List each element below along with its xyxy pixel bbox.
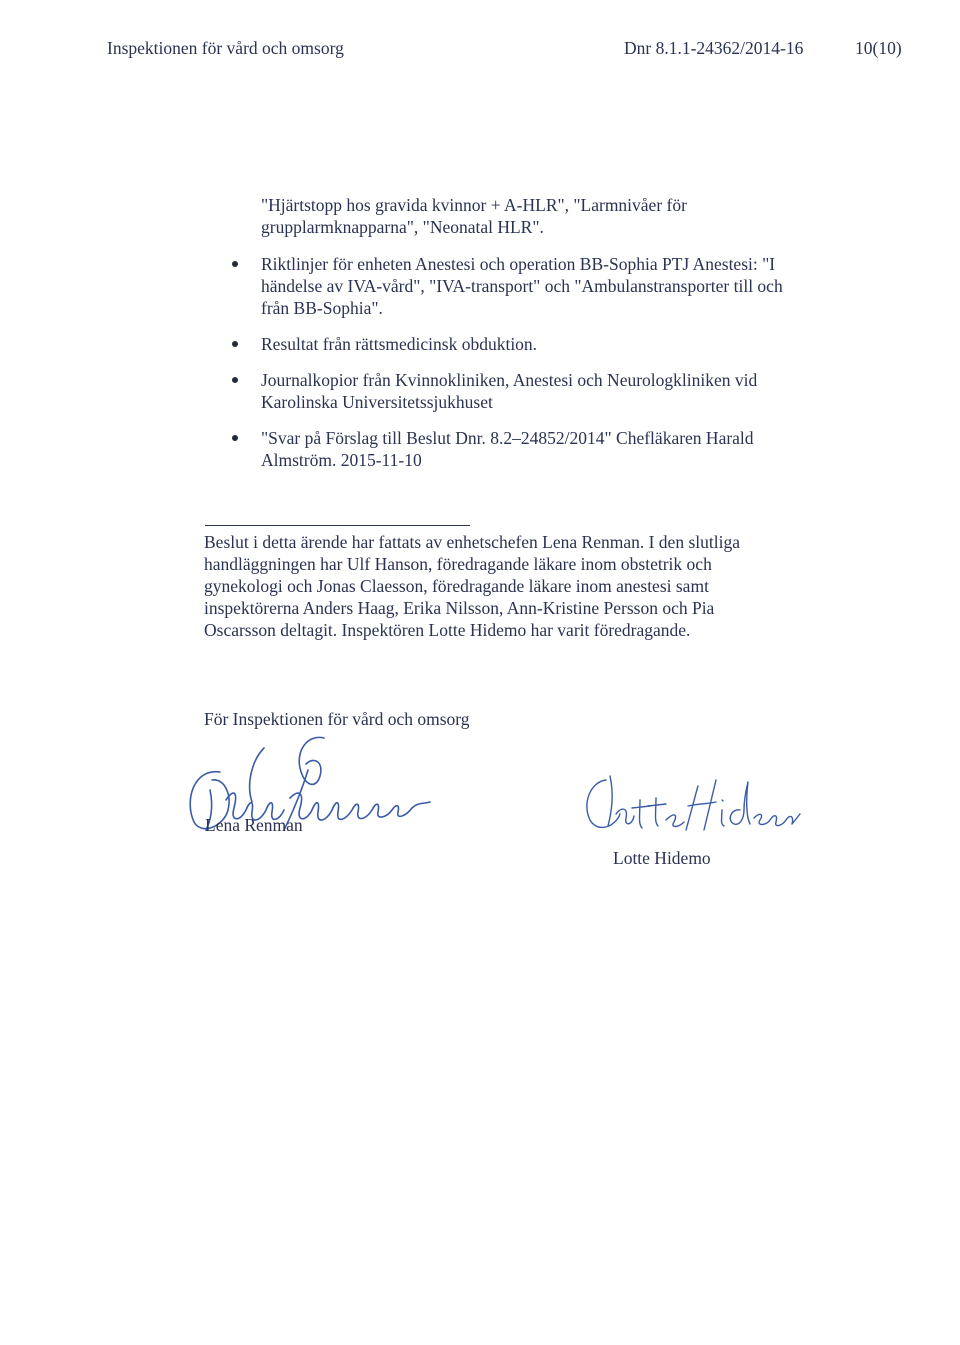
signature-stroke <box>754 814 800 826</box>
decision-paragraph: Beslut i detta ärende har fattats av enhetschefen Lena Renman. I den slutliga handläggningen har Ulf Hanson, föredragande läkare inom obstetrik och gynekologi och Jonas Claesson, föredragande läkare inom anestesi samt inspektörerna Anders Haag, Erika Nilsson, Ann-Kristine Persson och Pia Oscarsson deltagit. Inspektören Lotte Hidemo har varit föredragande. <box>204 532 740 640</box>
list-item-text: Riktlinjer för enheten Anestesi och operation BB-Sophia PTJ Anestesi: "I händelse av IVA-vård", "IVA-transport" och "Ambulanstransporter till och från BB-Sophia". <box>261 254 783 318</box>
bullet-icon <box>232 261 238 267</box>
header-page-number: 10(10) <box>855 38 902 58</box>
list-item-text: "Hjärtstopp hos gravida kvinnor + A-HLR", "Larmnivåer för grupplarmknapparna", "Neonatal HLR". <box>261 195 687 237</box>
section-divider <box>205 525 470 526</box>
signer-name-1: Lena Renman <box>205 815 303 835</box>
list-item-text: Journalkopior från Kvinnokliniken, Anestesi och Neurologkliniken vid Karolinska Universitetssjukhuset <box>261 370 758 412</box>
signer-name-2: Lotte Hidemo <box>613 848 711 868</box>
signature-lotte-hidemo <box>570 770 810 840</box>
signature-organization: För Inspektionen för vård och omsorg <box>204 709 470 729</box>
signature-stroke <box>686 780 716 830</box>
bullet-icon <box>232 341 238 347</box>
header-diary-number: Dnr 8.1.1-24362/2014-16 <box>624 38 804 58</box>
signature-stroke <box>722 800 725 826</box>
list-item <box>232 427 792 471</box>
header-agency: Inspektionen för vård och omsorg <box>107 38 344 58</box>
signature-stroke <box>648 798 666 826</box>
bullet-icon <box>232 435 238 441</box>
signature-stroke <box>632 800 650 828</box>
list-item <box>232 253 792 319</box>
signature-stroke <box>299 737 324 784</box>
signature-stroke <box>250 748 264 802</box>
list-item-continuation <box>232 194 792 238</box>
signature-stroke <box>587 780 620 827</box>
signature-stroke <box>666 815 684 827</box>
signature-stroke <box>730 782 750 824</box>
list-item <box>232 369 792 413</box>
bullet-icon <box>232 377 238 383</box>
signature-stroke <box>608 776 612 826</box>
list-item <box>232 333 792 355</box>
list-item-text: "Svar på Förslag till Beslut Dnr. 8.2–24852/2014" Chefläkaren Harald Almström. 2015-11-10 <box>261 428 754 470</box>
list-item-text: Resultat från rättsmedicinsk obduktion. <box>261 334 538 354</box>
attachment-list <box>232 194 792 485</box>
signature-stroke <box>290 793 430 820</box>
